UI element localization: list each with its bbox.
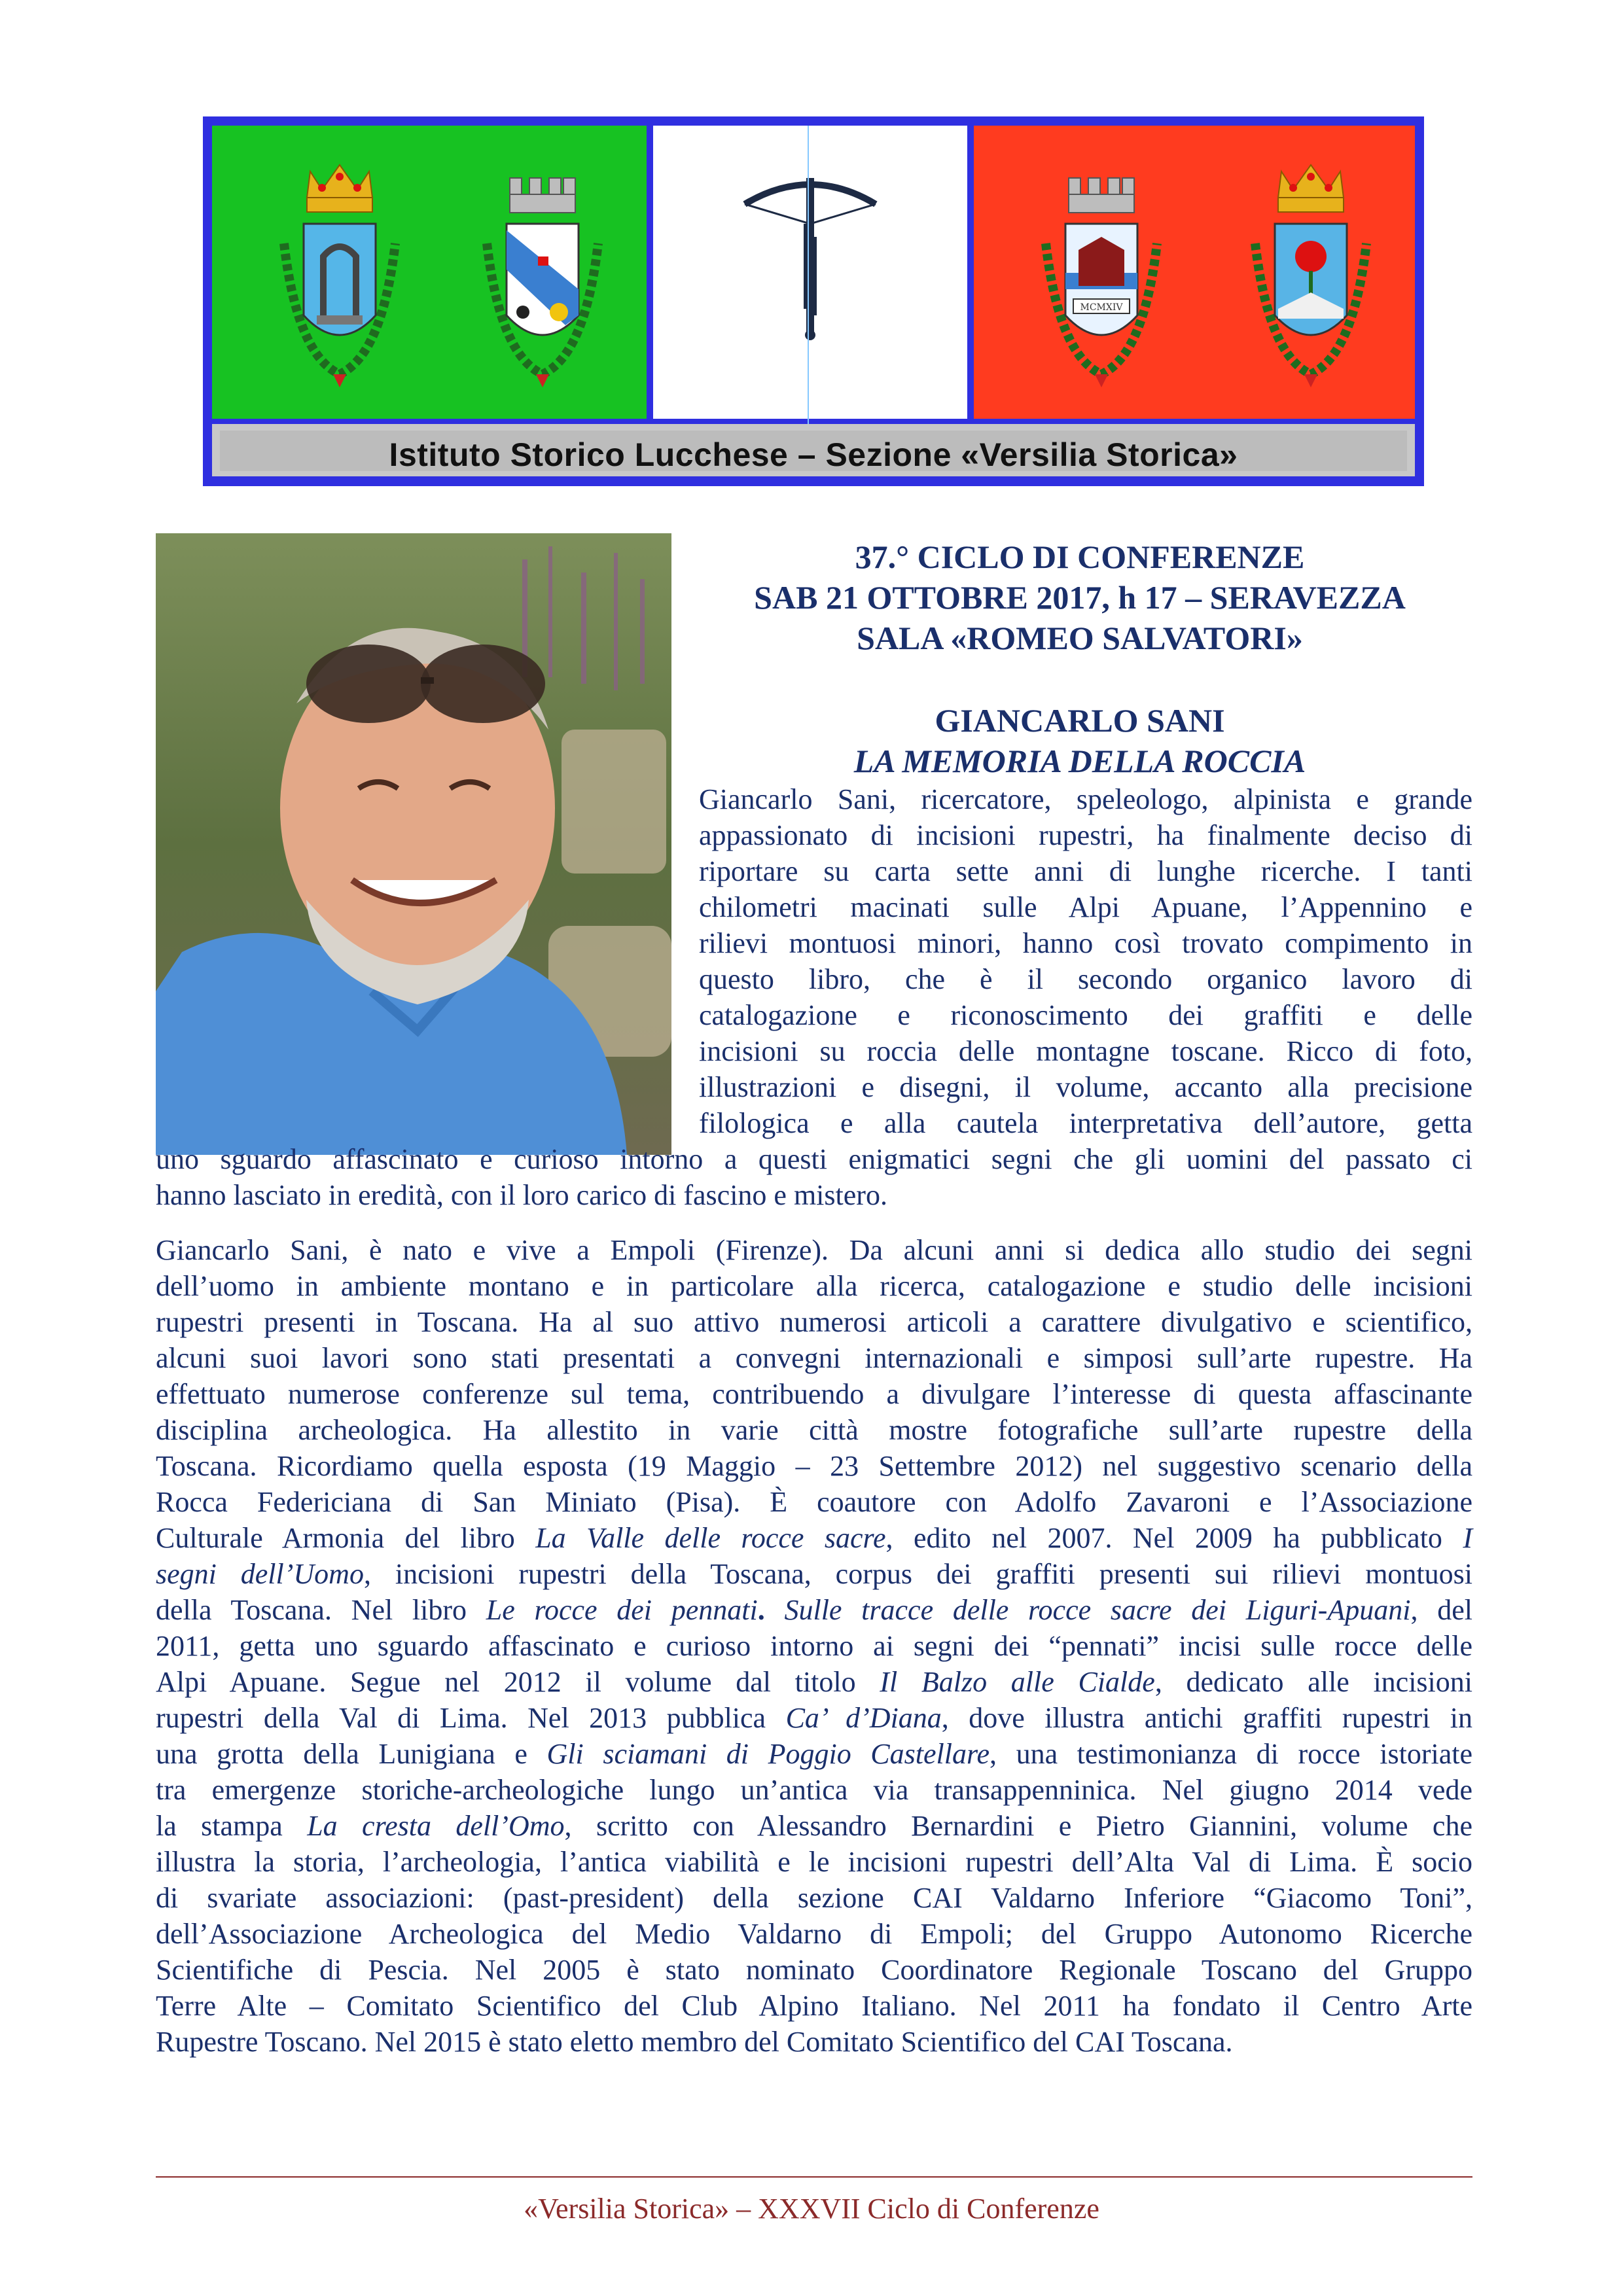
crossbow-icon <box>732 152 889 348</box>
event-hall: SALA «ROMEO SALVATORI» <box>857 620 1303 656</box>
bio-line: dell’uomo in ambiente montano e in particolare alla ricerca, catalogazione e studio delle incisioni <box>156 1270 1472 1302</box>
abstract-line: questo libro, che è il secondo organico lavoro di <box>699 963 1472 995</box>
speaker-name: GIANCARLO SANI <box>935 702 1225 739</box>
talk-title: LA MEMORIA DELLA ROCCIA <box>853 743 1306 779</box>
bio-line: Giancarlo Sani, è nato e vive a Empoli (Firenze). Da alcuni anni si dedica allo studio dei segni <box>156 1234 1472 1266</box>
abstract-line: filologica e alla cautela interpretativa dell’autore, getta <box>699 1107 1472 1139</box>
bio-line: di svariate associazioni: (past-president) della sezione CAI Valdarno Inferiore “Giacomo Toni”, <box>156 1882 1472 1914</box>
book-title: I <box>1463 1522 1472 1554</box>
speaker-photo <box>156 533 671 1155</box>
abstract-line: uno sguardo affascinato e curioso intorno a questi enigmatici segni che gli uomini del passato ci <box>156 1143 1472 1175</box>
portrait-image <box>156 533 671 1155</box>
bio-line: segni dell’Uomo, incisioni rupestri della Toscana, corpus dei graffiti presenti sui rilievi montuosi <box>156 1558 1472 1590</box>
bio-line: Scientifiche di Pescia. Nel 2005 è stato nominato Coordinatore Regionale Toscano del Gruppo <box>156 1954 1472 1986</box>
institute-title: Istituto Storico Lucchese – Sezione «Versilia Storica» <box>389 436 1238 473</box>
header-banner <box>203 116 1424 486</box>
bio-line: una grotta della Lunigiana e Gli sciamani di Poggio Castellare, una testimonianza di rocce istoriate <box>156 1738 1472 1770</box>
footer-text: «Versilia Storica» – XXXVII Ciclo di Conferenze <box>524 2193 1099 2225</box>
abstract-line: illustrazioni e disegni, il volume, accanto alla precisione <box>699 1071 1472 1103</box>
abstract-line: Giancarlo Sani, ricercatore, speleologo, alpinista e grande <box>699 783 1472 815</box>
abstract-line: catalogazione e riconoscimento dei graffiti e delle <box>699 999 1472 1031</box>
footer-rule <box>156 2176 1472 2178</box>
bio-line: Terre Alte – Comitato Scientifico del Club Alpino Italiano. Nel 2011 ha fondato il Centro Arte <box>156 1990 1472 2022</box>
book-title: Sulle tracce delle rocce sacre dei Liguri-Apuani <box>784 1594 1411 1626</box>
bio-line: rupestri presenti in Toscana. Ha al suo attivo numerosi articoli a carattere divulgativo e scientifico, <box>156 1306 1472 1338</box>
book-title: segni dell’Uomo <box>156 1558 364 1590</box>
banner-red-panel <box>974 126 1415 419</box>
abstract-line: riportare su carta sette anni di lunghe ricerche. I tanti <box>699 855 1472 887</box>
bio-line: illustra la storia, l’archeologia, l’antica viabilità e le incisioni rupestri dell’Alta Val di Lima. È socio <box>156 1846 1472 1878</box>
bio-line: alcuni suoi lavori sono stati presentati a convegni internazionali e simposi sull’arte rupestre. Ha <box>156 1342 1472 1374</box>
abstract-line: appassionato di incisioni rupestri, ha finalmente deciso di <box>699 819 1472 851</box>
book-title: Il Balzo alle Cialde <box>880 1666 1155 1698</box>
book-title: La Valle delle rocce sacre <box>535 1522 886 1554</box>
book-title: Gli sciamani di Poggio Castellare <box>546 1738 990 1770</box>
book-title: La cresta dell’Omo <box>307 1810 565 1842</box>
bio-line: Culturale Armonia del libro La Valle delle rocce sacre, edito nel 2007. Nel 2009 ha pubblicato I <box>156 1522 1472 1554</box>
municipal-crest-3-icon <box>1033 158 1170 407</box>
bio-line: dell’Associazione Archeologica del Medio Valdarno di Empoli; del Gruppo Autonomo Ricerche <box>156 1918 1472 1950</box>
event-date-venue: SAB 21 OTTOBRE 2017, h 17 – SERAVEZZA <box>754 579 1406 616</box>
bio-line: della Toscana. Nel libro Le rocce dei pennati. Sulle tracce delle rocce sacre dei Liguri-Apuani, del <box>156 1594 1473 1626</box>
book-title: Ca’ d’Diana <box>785 1702 942 1734</box>
bio-line: effettuato numerose conferenze sul tema, contribuendo a divulgare l’interesse di questa affascinante <box>156 1378 1472 1410</box>
abstract-line: chilometri macinati sulle Alpi Apuane, l’Appennino e <box>699 891 1472 923</box>
bio-line: Toscana. Ricordiamo quella esposta (19 Maggio – 23 Settembre 2012) nel suggestivo scenario della <box>156 1450 1472 1482</box>
municipal-crest-4-icon <box>1242 158 1380 407</box>
bio-line: tra emergenze storiche-archeologiche lungo un’antica via transappenninica. Nel giugno 2014 vede <box>156 1774 1472 1806</box>
banner-white-panel <box>653 126 967 419</box>
bio-line: Rupestre Toscano. Nel 2015 è stato eletto membro del Comitato Scientifico del CAI Toscana. <box>156 2026 1233 2058</box>
book-title: Le rocce dei pennati <box>486 1594 758 1626</box>
bio-line: disciplina archeologica. Ha allestito in varie città mostre fotografiche sull’arte rupestre della <box>156 1414 1472 1446</box>
banner-guide-line <box>808 126 809 472</box>
bio-line: rupestri della Val di Lima. Nel 2013 pubblica Ca’ d’Diana, dove illustra antichi graffiti rupestri in <box>156 1702 1473 1734</box>
banner-green-panel <box>212 126 647 419</box>
banner-title-band <box>212 424 1415 476</box>
abstract-line: rilievi montuosi minori, hanno così trovato compimento in <box>699 927 1472 959</box>
bio-line: 2011, getta uno sguardo affascinato e curioso intorno ai segni dei “pennati” incisi sulle rocce delle <box>156 1630 1472 1662</box>
abstract-line: hanno lasciato in eredità, con il loro carico di fascino e mistero. <box>156 1179 887 1211</box>
municipal-crest-1-icon <box>271 158 408 407</box>
abstract-line: incisioni su roccia delle montagne toscane. Ricco di foto, <box>699 1035 1472 1067</box>
municipal-crest-2-icon <box>474 158 611 407</box>
svg-text:MCMXIV: MCMXIV <box>1080 302 1123 313</box>
bio-line: Alpi Apuane. Segue nel 2012 il volume dal titolo Il Balzo alle Cialde, dedicato alle incisioni <box>156 1666 1473 1698</box>
series-title: 37.° CICLO DI CONFERENZE <box>855 539 1305 575</box>
bio-line: Rocca Federiciana di San Miniato (Pisa). È coautore con Adolfo Zavaroni e l’Associazione <box>156 1486 1472 1518</box>
bio-line: la stampa La cresta dell’Omo, scritto con Alessandro Bernardini e Pietro Giannini, volume che <box>156 1810 1472 1842</box>
